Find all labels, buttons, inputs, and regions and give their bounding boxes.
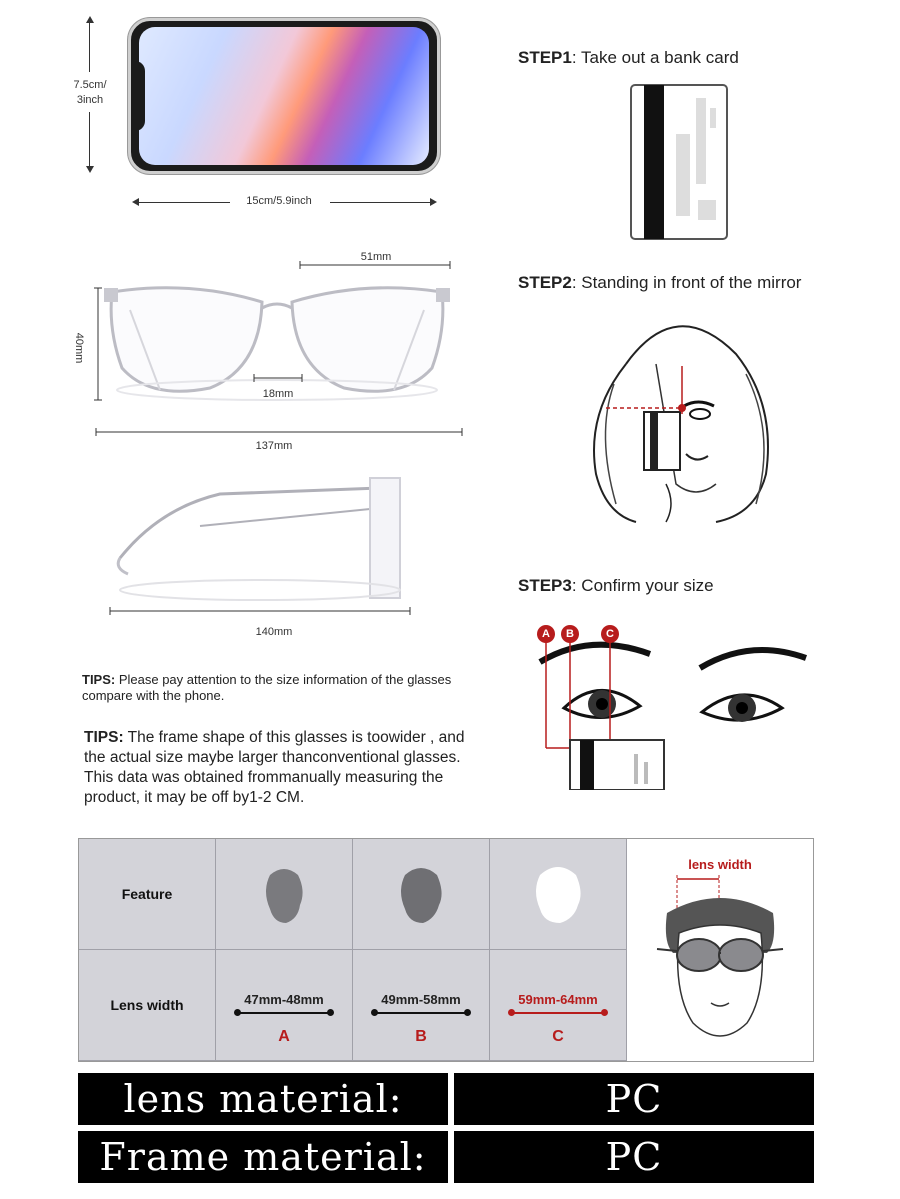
face-cell-a bbox=[216, 839, 353, 950]
lens-height-label: 40mm bbox=[73, 332, 85, 364]
frame-material-value: PC bbox=[454, 1131, 814, 1183]
lens-width-header: Lens width bbox=[79, 950, 216, 1061]
step1-title bbox=[518, 48, 739, 68]
dimension-line bbox=[330, 202, 430, 203]
face-cell-c bbox=[490, 839, 627, 950]
range-value: 47mm-48mm bbox=[244, 992, 324, 1007]
range-cell-a bbox=[216, 950, 353, 1061]
head-silhouette-icon bbox=[216, 839, 353, 950]
tip-1 bbox=[82, 672, 482, 704]
bridge-width-label: 18mm bbox=[262, 388, 294, 400]
glasses-side-diagram bbox=[100, 468, 420, 618]
range-cell-b bbox=[353, 950, 490, 1061]
frame-material-label: Frame material: bbox=[78, 1131, 448, 1183]
range-line bbox=[236, 1012, 332, 1014]
tip-prefix: TIPS: bbox=[84, 729, 124, 746]
step3-title bbox=[518, 576, 714, 596]
dimension-line bbox=[89, 112, 90, 168]
step-label: STEP2 bbox=[518, 273, 572, 292]
range-cell-c bbox=[490, 950, 627, 1061]
feature-header: Feature bbox=[79, 839, 216, 950]
arrow-up-icon bbox=[86, 16, 94, 23]
tip-2 bbox=[84, 728, 476, 808]
face-cell-b bbox=[353, 839, 490, 950]
step-label: STEP1 bbox=[518, 48, 572, 67]
phone-illustration bbox=[128, 18, 440, 174]
step-text: : Confirm your size bbox=[571, 576, 714, 595]
lens-width-label: 51mm bbox=[360, 251, 392, 263]
dimension-line bbox=[138, 202, 230, 203]
total-width-label: 137mm bbox=[255, 440, 293, 452]
range-value: 59mm-64mm bbox=[518, 992, 598, 1007]
phone-height-label: 7.5cm/ 3inch bbox=[73, 79, 107, 106]
tip-text: The frame shape of this glasses is toowider , and the actual size maybe larger thanconventional glasses. This data was obtained frommanually measuring the product, it may be off by1-2 CM. bbox=[84, 729, 465, 806]
marker-c: C bbox=[601, 625, 619, 643]
size-table bbox=[78, 838, 814, 1062]
step2-title bbox=[518, 273, 801, 293]
step-text: : Take out a bank card bbox=[571, 48, 739, 67]
face-with-glasses-icon bbox=[627, 873, 813, 1061]
step-text: : Standing in front of the mirror bbox=[571, 273, 802, 292]
diagram-label: lens width bbox=[688, 857, 752, 872]
range-letter: A bbox=[278, 1028, 290, 1045]
phone-notch bbox=[131, 61, 145, 131]
woman-mirror-illustration bbox=[566, 304, 788, 526]
range-letter: C bbox=[552, 1028, 564, 1045]
range-letter: B bbox=[415, 1028, 427, 1045]
head-silhouette-icon bbox=[353, 839, 490, 950]
marker-a: A bbox=[537, 625, 555, 643]
range-line bbox=[373, 1012, 469, 1014]
tip-text: Please pay attention to the size information of the glasses compare with the phone. bbox=[82, 672, 452, 703]
arrow-down-icon bbox=[86, 166, 94, 173]
eyes-measurement-illustration bbox=[530, 622, 810, 790]
head-silhouette-icon bbox=[490, 839, 627, 950]
phone-screen bbox=[139, 27, 429, 165]
lens-material-label: lens material: bbox=[78, 1073, 448, 1125]
glasses-front-diagram bbox=[90, 250, 470, 450]
step-label: STEP3 bbox=[518, 576, 572, 595]
range-value: 49mm-58mm bbox=[381, 992, 461, 1007]
range-line bbox=[510, 1012, 606, 1014]
phone-width-label: 15cm/5.9inch bbox=[246, 195, 312, 207]
dimension-line bbox=[89, 22, 90, 72]
lens-material-value: PC bbox=[454, 1073, 814, 1125]
bank-card-icon bbox=[630, 84, 730, 242]
arrow-right-icon bbox=[430, 198, 437, 206]
marker-b: B bbox=[561, 625, 579, 643]
lens-width-diagram bbox=[627, 839, 813, 1061]
temple-length-label: 140mm bbox=[255, 626, 293, 638]
tip-prefix: TIPS: bbox=[82, 672, 116, 687]
